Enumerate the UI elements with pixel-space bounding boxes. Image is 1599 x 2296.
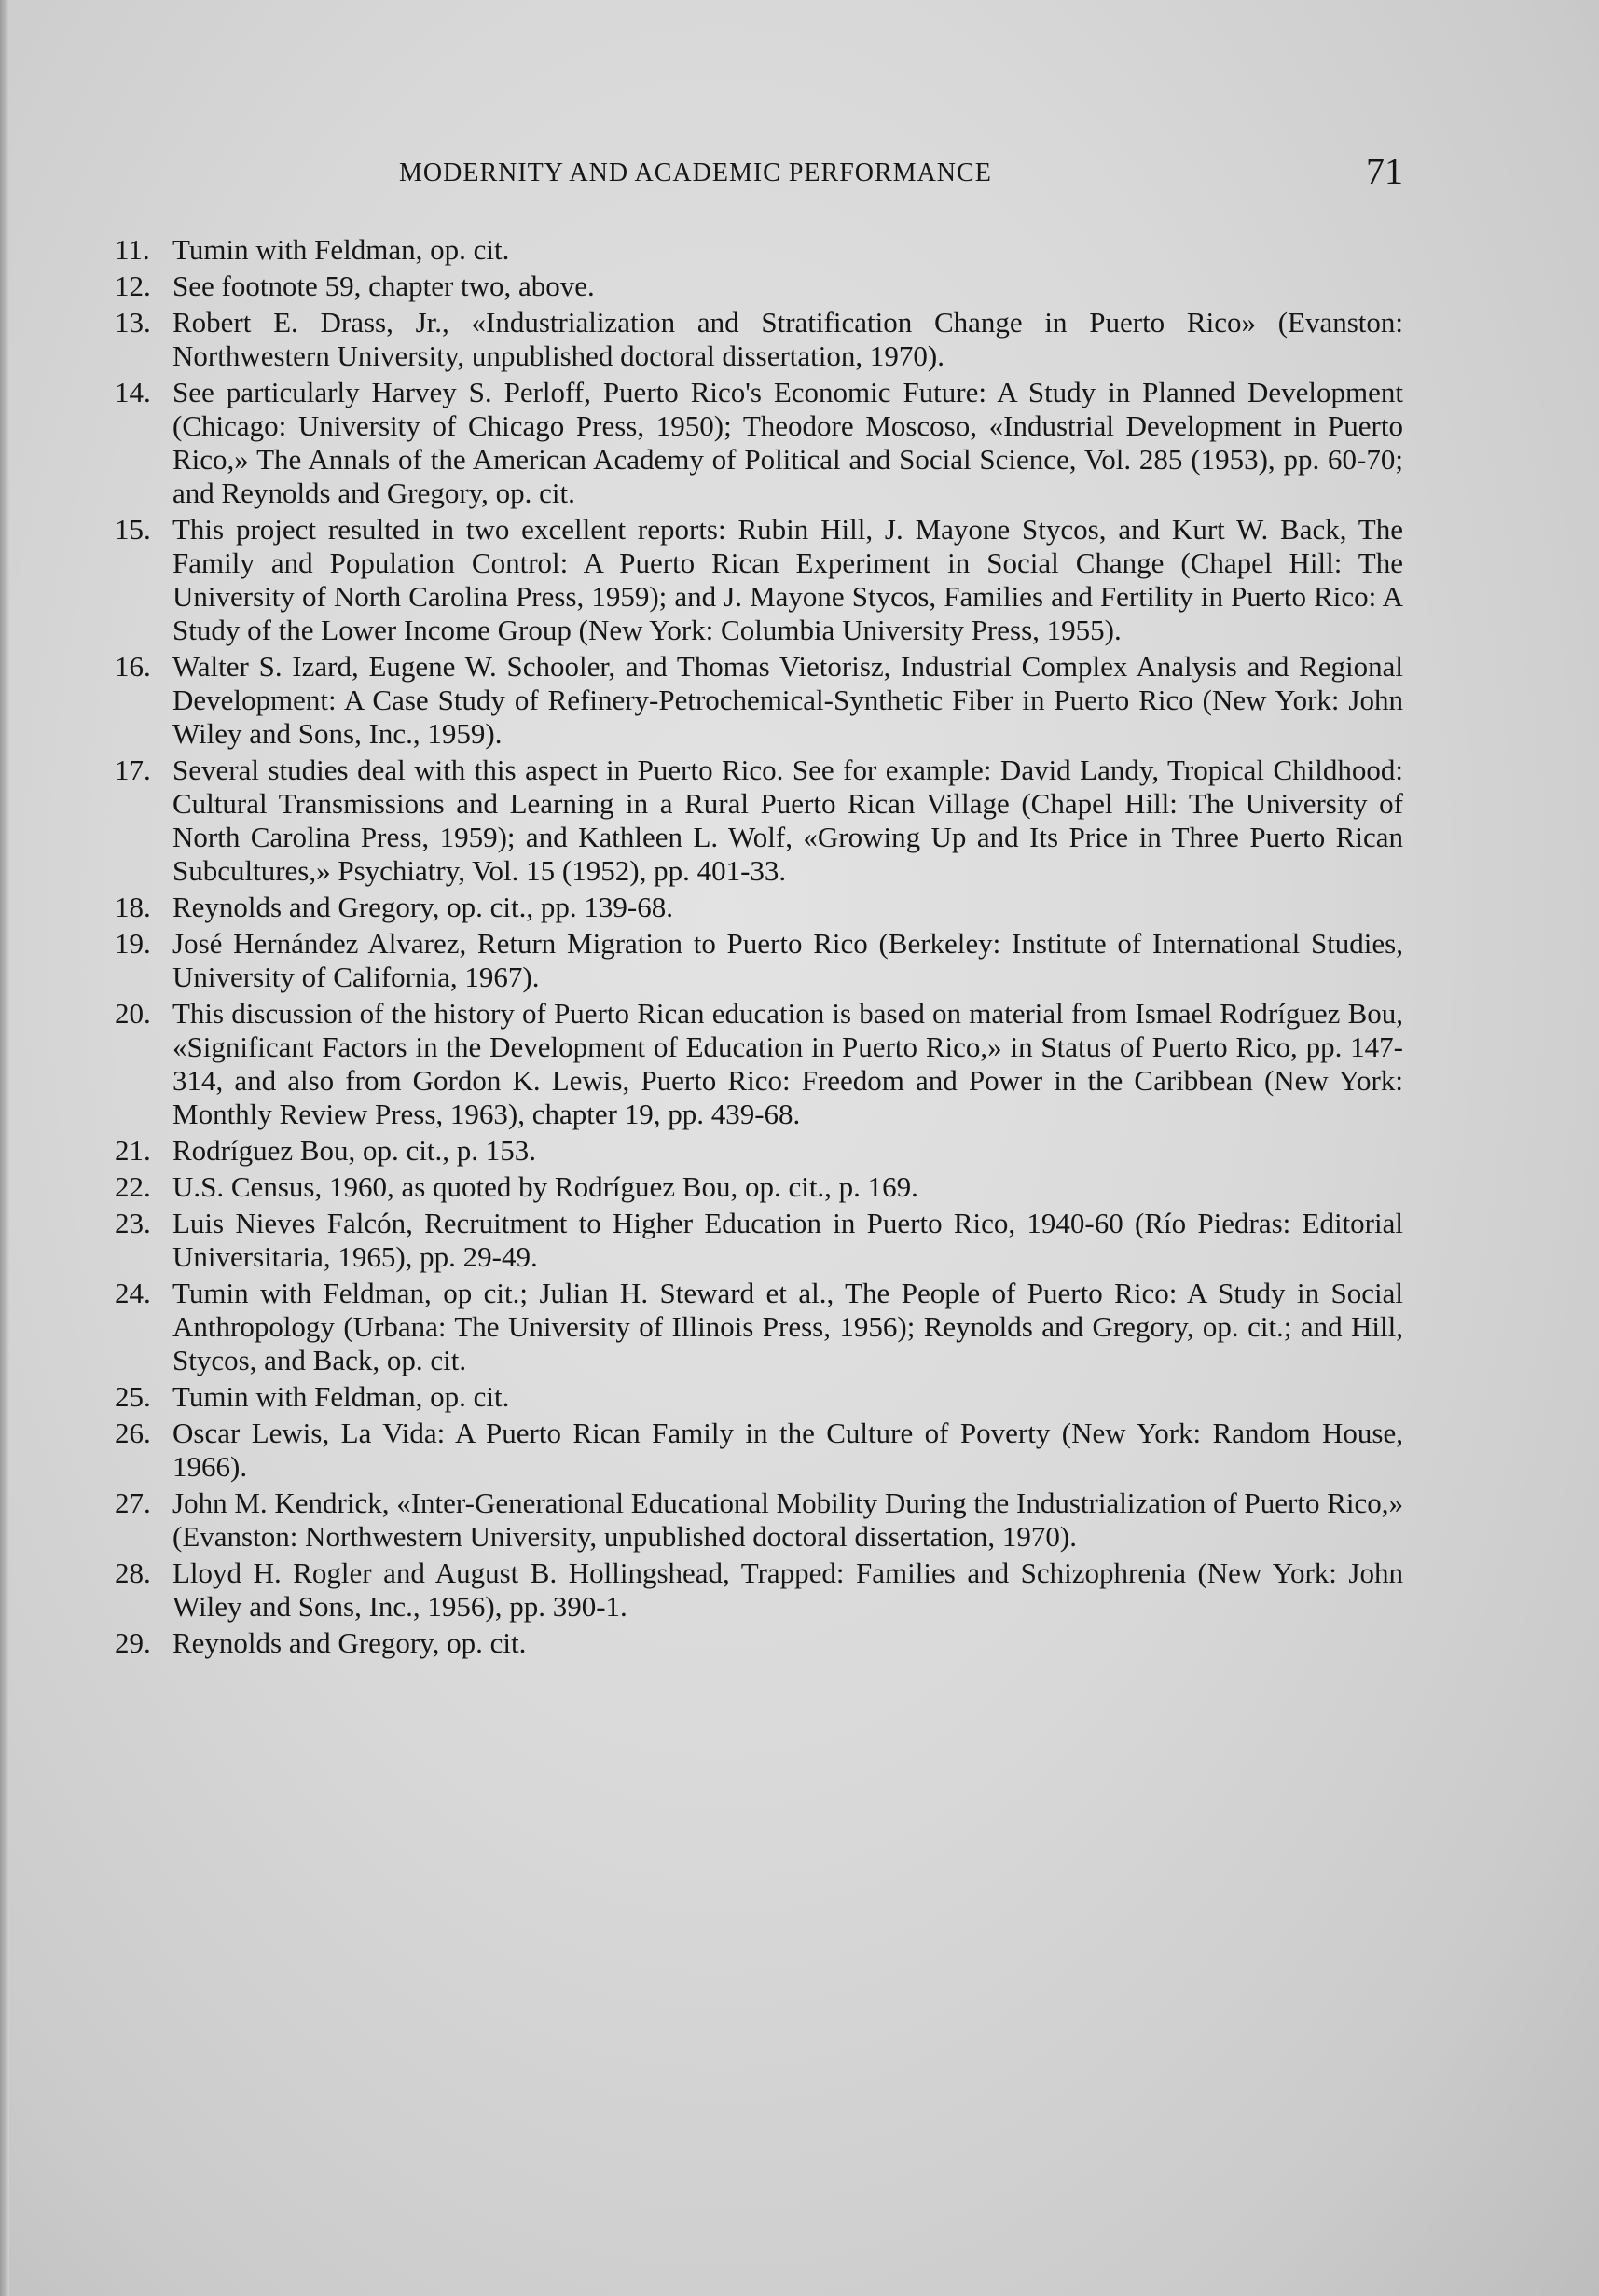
endnote-text: Tumin with Feldman, op. cit. bbox=[172, 233, 510, 266]
endnote-text: This discussion of the history of Puerto Rican education is based on material from Ismael Rodríguez Bou, «Significant Factors in the Development of Education in Puerto Rico,» in Status of Puerto Rico, pp. 147-314, and also from Gordon K. Lewis, Puerto Rico: Freedom and Power in the Caribbean (New York: Monthly Review Press, 1963), chapter 19, pp. 439-68. bbox=[172, 997, 1403, 1130]
endnote-number: 12. bbox=[115, 270, 151, 302]
page-number: 71 bbox=[1366, 150, 1403, 192]
endnote-text: See particularly Harvey S. Perloff, Puerto Rico's Economic Future: A Study in Planned Development (Chicago: University of Chicago Press, 1950); Theodore Moscoso, «Industrial Development in Puerto Rico,» The Annals of the American Academy of Political and Social Science, Vol. 285 (1953), pp. 60-70; and Reynolds and Gregory, op. cit. bbox=[172, 376, 1403, 509]
endnote-text: Robert E. Drass, Jr., «Industrialization and Stratification Change in Puerto Rico» (Evanston: Northwestern University, unpublished doctoral dissertation, 1970). bbox=[172, 306, 1403, 372]
scan-left-edge bbox=[0, 0, 9, 2296]
endnote-text: Reynolds and Gregory, op. cit., pp. 139-68. bbox=[172, 891, 673, 923]
endnote-19 bbox=[115, 927, 1403, 994]
running-title: MODERNITY AND ACADEMIC PERFORMANCE bbox=[399, 159, 992, 187]
endnote-number: 23. bbox=[115, 1207, 151, 1239]
endnote-12 bbox=[115, 270, 1403, 303]
endnote-number: 19. bbox=[115, 927, 151, 960]
endnote-text: Tumin with Feldman, op cit.; Julian H. Steward et al., The People of Puerto Rico: A Study in Social Anthropology (Urbana: The University of Illinois Press, 1956); Reynolds and Gregory, op. cit.; and Hill, Stycos, and Back, op. cit. bbox=[172, 1277, 1403, 1376]
endnote-number: 16. bbox=[115, 650, 151, 683]
endnote-text: Tumin with Feldman, op. cit. bbox=[172, 1380, 510, 1413]
endnote-22 bbox=[115, 1170, 1403, 1204]
endnote-text: Oscar Lewis, La Vida: A Puerto Rican Family in the Culture of Poverty (New York: Random House, 1966). bbox=[172, 1417, 1403, 1483]
endnote-text: John M. Kendrick, «Inter-Generational Educational Mobility During the Industrialization of Puerto Rico,» (Evanston: Northwestern University, unpublished doctoral dissertation, 1970). bbox=[172, 1487, 1404, 1553]
endnote-number: 15. bbox=[115, 513, 151, 546]
endnote-number: 26. bbox=[115, 1417, 151, 1449]
endnote-text: This project resulted in two excellent reports: Rubin Hill, J. Mayone Stycos, and Kurt W. Back, The Family and Population Control: A Puerto Rican Experiment in Social Change (Chapel Hill: The University of North Carolina Press, 1959); and J. Mayone Stycos, Families and Fertility in Puerto Rico: A Study of the Lower Income Group (New York: Columbia University Press, 1955). bbox=[172, 513, 1403, 646]
endnote-number: 20. bbox=[115, 997, 151, 1030]
endnote-number: 14. bbox=[115, 376, 151, 408]
endnote-11 bbox=[115, 233, 1403, 267]
endnote-25 bbox=[115, 1380, 1403, 1414]
endnote-number: 11. bbox=[115, 233, 150, 266]
endnote-number: 29. bbox=[115, 1626, 151, 1659]
endnote-15 bbox=[115, 513, 1403, 647]
endnote-23 bbox=[115, 1207, 1403, 1274]
endnote-26 bbox=[115, 1417, 1403, 1484]
endnote-14 bbox=[115, 376, 1403, 510]
endnote-29 bbox=[115, 1626, 1403, 1660]
endnote-20 bbox=[115, 997, 1403, 1131]
endnote-number: 27. bbox=[115, 1487, 151, 1519]
endnote-number: 28. bbox=[115, 1556, 151, 1589]
endnote-21 bbox=[115, 1134, 1403, 1168]
endnote-number: 25. bbox=[115, 1380, 151, 1413]
endnote-text: U.S. Census, 1960, as quoted by Rodríguez Bou, op. cit., p. 169. bbox=[172, 1170, 918, 1203]
endnote-16 bbox=[115, 650, 1403, 751]
endnote-text: Lloyd H. Rogler and August B. Hollingshead, Trapped: Families and Schizophrenia (New York: John Wiley and Sons, Inc., 1956), pp. 390-1. bbox=[172, 1556, 1403, 1623]
endnote-18 bbox=[115, 891, 1403, 924]
endnote-number: 17. bbox=[115, 754, 151, 786]
endnote-17 bbox=[115, 754, 1403, 888]
endnote-text: Several studies deal with this aspect in Puerto Rico. See for example: David Landy, Tropical Childhood: Cultural Transmissions and Learning in a Rural Puerto Rican Village (Chapel Hill: The University of North Carolina Press, 1959); and Kathleen L. Wolf, «Growing Up and Its Price in Three Puerto Rican Subcultures,» Psychiatry, Vol. 15 (1952), pp. 401-33. bbox=[172, 754, 1403, 887]
endnote-number: 18. bbox=[115, 891, 151, 923]
endnotes bbox=[115, 233, 1404, 1663]
endnote-text: José Hernández Alvarez, Return Migration to Puerto Rico (Berkeley: Institute of International Studies, University of California, 1967). bbox=[172, 927, 1403, 993]
endnote-number: 13. bbox=[115, 306, 151, 339]
endnote-text: Reynolds and Gregory, op. cit. bbox=[172, 1626, 527, 1659]
endnote-28 bbox=[115, 1556, 1403, 1624]
endnote-24 bbox=[115, 1277, 1403, 1377]
endnote-text: See footnote 59, chapter two, above. bbox=[172, 270, 595, 302]
endnote-number: 22. bbox=[115, 1170, 151, 1203]
endnote-text: Walter S. Izard, Eugene W. Schooler, and Thomas Vietorisz, Industrial Complex Analysis and Regional Development: A Case Study of Refinery-Petrochemical-Synthetic Fiber in Puerto Rico (New York: John Wiley and Sons, Inc., 1959). bbox=[172, 650, 1403, 750]
endnote-text: Rodríguez Bou, op. cit., p. 153. bbox=[172, 1134, 537, 1167]
endnote-27 bbox=[115, 1487, 1404, 1554]
endnote-number: 24. bbox=[115, 1277, 151, 1309]
endnote-text: Luis Nieves Falcón, Recruitment to Higher Education in Puerto Rico, 1940-60 (Río Piedras: Editorial Universitaria, 1965), pp. 29-49. bbox=[172, 1207, 1403, 1273]
endnote-number: 21. bbox=[115, 1134, 151, 1167]
page-header bbox=[169, 149, 1403, 194]
endnote-13 bbox=[115, 306, 1403, 373]
